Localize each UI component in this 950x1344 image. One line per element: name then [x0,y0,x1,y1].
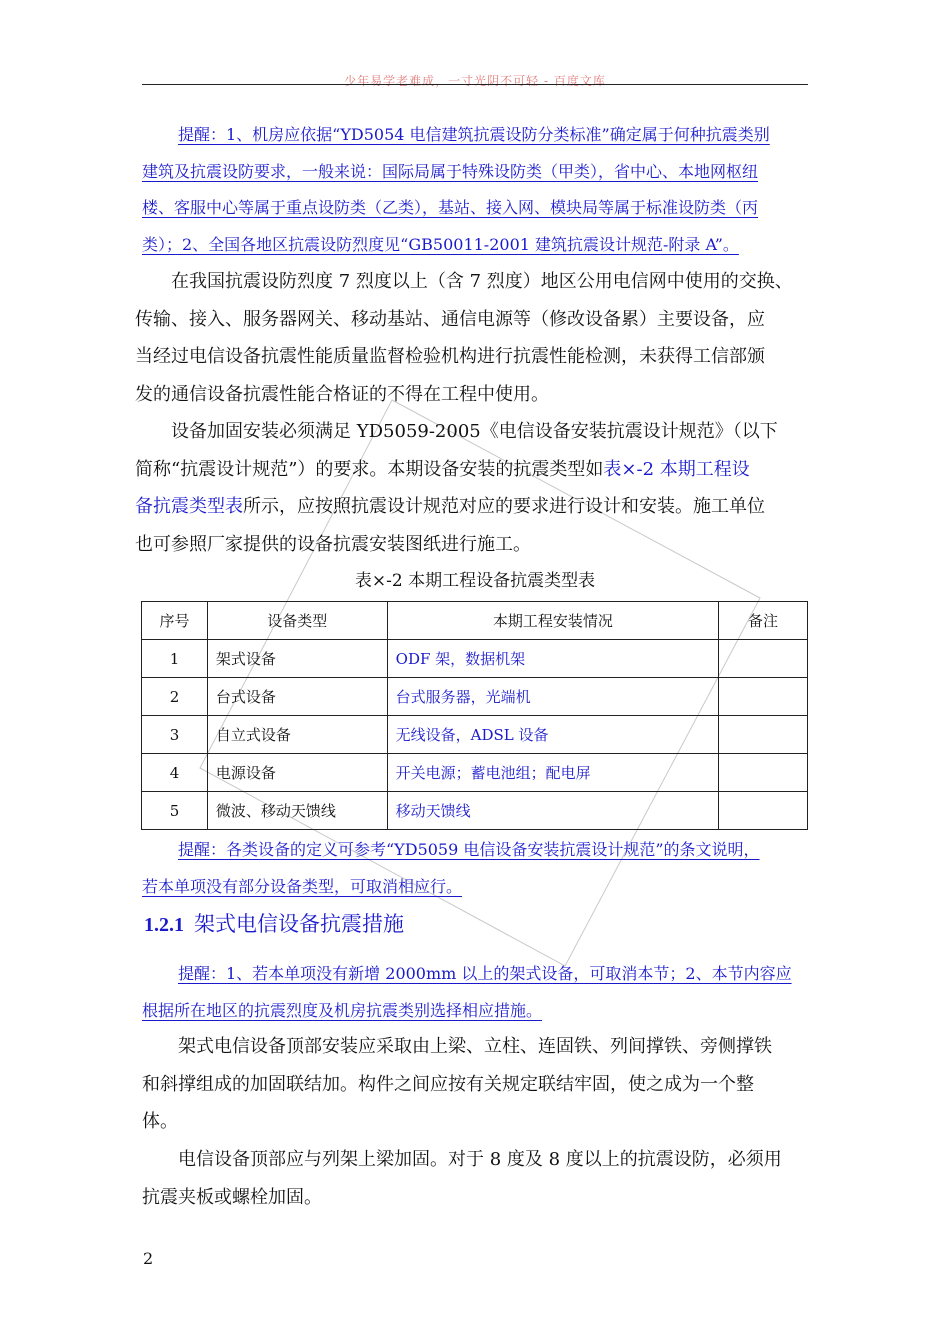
section-title: 架式电信设备抗震措施 [194,912,404,936]
cell-type: 架式设备 [207,640,387,678]
cell-no: 5 [142,792,208,830]
cell-remark [719,678,808,716]
text-line: 体。 [142,1111,178,1132]
column-header: 设备类型 [207,602,387,640]
table-row [142,754,808,792]
cell-install: 无线设备，ADSL 设备 [387,716,718,754]
header-rule [142,84,808,85]
page-number: 2 [143,1249,154,1268]
section-number: 1.2.1 [144,914,184,936]
text-line: 电信设备顶部应与列架上梁加固。对于 8 度及 8 度以上的抗震设防，必须用 [178,1149,782,1170]
cell-no: 4 [142,754,208,792]
column-header: 备注 [719,602,808,640]
cell-type: 自立式设备 [207,716,387,754]
reminder-note-1 [142,117,808,263]
cell-remark [719,792,808,830]
cell-install: 台式服务器，光端机 [387,678,718,716]
note-line: 类）；2、全国各地区抗震设防烈度见“GB50011-2001 建筑抗震设计规范-附录 A”。 [142,234,739,254]
paragraph-installation [135,413,808,563]
table-reference-link[interactable]: 备抗震类型表 [135,496,243,517]
note-line: 提醒：1、机房应依据“YD5054 电信建筑抗震设防分类标准”确定属于何种抗震类别 [178,125,770,144]
cell-remark [719,716,808,754]
note-line: 楼、客服中心等属于重点设防类（乙类），基站、接入网、模块局等属于标准设防类（丙 [142,198,759,217]
cell-no: 1 [142,640,208,678]
cell-no: 2 [142,678,208,716]
cell-remark [719,754,808,792]
section-heading [144,908,404,938]
text-line: 架式电信设备顶部安装应采取由上梁、立柱、连固铁、列间撑铁、旁侧撑铁 [178,1036,772,1057]
text-span: 所示，应按照抗震设计规范对应的要求进行设计和安装。施工单位 [243,496,765,517]
text-line: 抗震夹板或螺栓加固。 [142,1186,322,1208]
column-header: 本期工程安装情况 [387,602,718,640]
note-line: 根据所在地区的抗震烈度及机房抗震类别选择相应措施。 [142,1000,543,1020]
note-line: 提醒：各类设备的定义可参考“YD5059 电信设备安装抗震设计规范”的条文说明， [178,840,760,859]
cell-install: 开关电源；蓄电池组；配电屏 [387,754,718,792]
text-line: 发的通信设备抗震性能合格证的不得在工程中使用。 [135,383,549,405]
paragraph-rack-reinforcement [142,1028,808,1141]
header-watermark-text: 少年易学老难成，一寸光阴不可轻 - 百度文库 [344,74,606,88]
text-line: 设备加固安装必须满足 YD5059-2005《电信设备安装抗震设计规范》（以下 [171,421,778,442]
paragraph-seismic-testing [135,263,808,413]
text-line: 当经过电信设备抗震性能质量监督检验机构进行抗震性能检测，未获得工信部颁 [135,346,765,367]
text-line: 也可参照厂家提供的设备抗震安装图纸进行施工。 [135,533,531,555]
note-line: 若本单项没有部分设备类型，可取消相应行。 [142,876,463,896]
table-row [142,640,808,678]
paragraph-top-reinforcement [142,1141,808,1216]
table-row [142,792,808,830]
table-caption: 表×-2 本期工程设备抗震类型表 [354,571,596,591]
cell-install: 移动天馈线 [387,792,718,830]
reminder-note-3 [142,956,808,1029]
reminder-note-2 [142,832,808,905]
column-header: 序号 [142,602,208,640]
text-line: 在我国抗震设防烈度 7 烈度以上（含 7 烈度）地区公用电信网中使用的交换、 [171,271,793,292]
cell-type: 台式设备 [207,678,387,716]
cell-no: 3 [142,716,208,754]
equipment-seismic-table [141,601,808,830]
table-header-row [142,602,808,640]
note-line: 建筑及抗震设防要求，一般来说：国际局属于特殊设防类（甲类），省中心、本地网枢纽 [142,161,759,181]
cell-type: 微波、移动天馈线 [207,792,387,830]
text-span: 简称“抗震设计规范”）的要求。本期设备安装的抗震类型如 [135,458,604,480]
text-line: 传输、接入、服务器网关、移动基站、通信电源等（修改设备累）主要设备，应 [135,308,765,330]
cell-install: ODF 架，数据机架 [387,640,718,678]
table-row [142,678,808,716]
text-line: 和斜撑组成的加固联结加。构件之间应按有关规定联结牢固，使之成为一个整 [142,1073,754,1095]
cell-type: 电源设备 [207,754,387,792]
table-reference-link[interactable]: 表×-2 本期工程设 [603,458,750,480]
table-row [142,716,808,754]
cell-remark [719,640,808,678]
note-line: 提醒：1、若本单项没有新增 2000mm 以上的架式设备，可取消本节；2、本节内容应 [178,964,792,983]
